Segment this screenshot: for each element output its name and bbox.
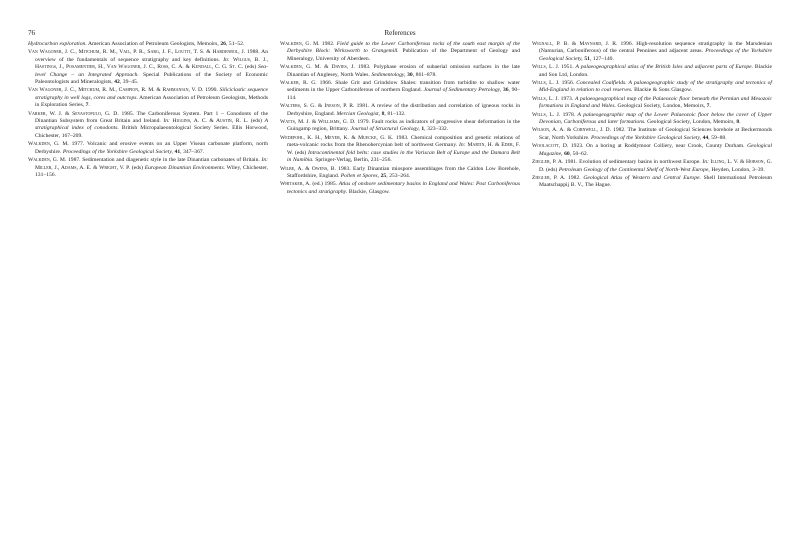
reference-entry: Woolacott, D. 1923. On a boring at Roddymoor Colliery, near Crook, County Durham. Geological Magazine, 60, 50–62. — [532, 143, 772, 157]
running-title: References — [384, 29, 416, 37]
reference-entry: Walkden, G. M. 1982. Field guide to the Lower Carboniferous rocks of the south east margin of the Derbyshire Block: Wirksworth to Grangemill. Publication of the Department of Geology and Mineralogy, University of Aberdeen. — [280, 41, 520, 62]
reference-entry: Wills, L. J. 1973. A palaeogeographical map of the Palaeozoic floor beneath the Permian and Mesozoic formations in England and Wales. Geological Society, London, Memoirs, 7. — [532, 95, 772, 110]
reference-entry: Walker, R. G. 1966. Shale Grit and Grindslow Shales: transition from turbidite to shallow water sediments in the Upper Carboniferous of northern England. Journal of Sedimentary Petrology, 36, 90–114. — [280, 80, 520, 101]
reference-entry: Walkden, G. M. 1977. Volcanic and erosive events on an Upper Visean carbonate platform, north Derbyshire. Proceedings of the Yorkshire Geological Society, 41, 347–367. — [28, 141, 268, 155]
page-header — [28, 27, 772, 39]
reference-entry: Whitaker, A. (ed.) 1985. Atlas of onshore sedimentary basins in England and Wales: Post Carboniferous tectonics and stratigraphy. Blackie, Glasgow. — [280, 181, 520, 195]
reference-entry: Hydrocarbon exploration. American Association of Petroleum Geologists, Memoirs, 26, 51–52. — [28, 41, 245, 47]
reference-entry: Wills, L. J. 1951. A palaeogeographical atlas of the British Isles and adjacent parts of Europe. Blackie and Son Ltd, London. — [532, 64, 772, 78]
reference-entry: Van Wagoner, J. C., Mitchum, R. M., Vail, P. R., Sarg, J. F., Loutit, T. S. & Hardenbol, J. 1988. An overview of the fundamentals of sequence stratigraphy and key definitions. In: Wilgus, B. J., Hastings, J., Posamentier, H., Van Wagoner, J. C., Ross, C. A. & Kendall, C. G. St. C. (eds) Sea-level Change – an Integrated Approach. Special Publications of the Society of Economic Paleontologists and Mineralogists, 42, 39–45. — [28, 49, 269, 86]
reference-column-2 — [280, 41, 520, 197]
reference-entry: Wilson, A. A. & Cornwell, J. D. 1982. The Institute of Geological Sciences borehole at Beckermonds Scar, North Yorkshire. Proceedings of the Yorkshire Geological Society, 44, 59–88. — [532, 127, 772, 141]
reference-column-3 — [532, 41, 772, 197]
reference-entry: Watts, M. J. & Williams, G. D. 1979. Fault rocks as indicators of progressive shear deformation in the Guingamp region, Brittany. Journal of Structural Geology, 1, 323–332. — [280, 119, 520, 133]
reference-entry: Walkden, G. M. 1987. Sedimentation and diagenetic style in the late Dinantian carbonates of Britain. In: Miller, J., Adams, A. E. & Wright, V. P. (eds) European Dinantian Environments. Wiley, Chichester, 131–156. — [28, 157, 268, 178]
reference-entry: Walkden, G. M. & Davies, J. 1983. Polyphase erosion of subaerial omission surfaces in the late Dinantian of Anglesey, North Wales. Sedimentology, 30, 861–878. — [280, 64, 520, 78]
page-number: 76 — [28, 29, 35, 37]
reference-entry: Walters, S. G. & Ineson, P. R. 1981. A review of the distribution and correlation of igneous rocks in Derbyshire, England. Mercian Geologist, 8, 81–132. — [280, 103, 520, 117]
reference-entry: Wilbe, A. & Owens, B. 1983. Early Dinantian miospore assemblages from the Caldon Low Borehole, Staffordshire, England. Pollen et Spores, 25, 253–264. — [280, 165, 521, 179]
reference-entry: Wills, L. J. 1978. A palaeogeographic map of the Lower Palaeozoic floor below the cover of Upper Devonian, Carboniferous and later formations. Geological Society, London, Memoirs, 8. — [532, 111, 772, 126]
reference-entry: Ziegler, P. A. 1982. Geological Atlas of Western and Central Europe. Shell International Petroleum Maatschappij B. V., The Hague. — [532, 174, 772, 189]
reference-column-1 — [28, 41, 268, 197]
reference-entry: Wignall, P. B. & Maynard, J. R. 1996. High-resolution sequence stratigraphy in the Marsdenian (Namurian, Carboniferous) of the central Pennines and adjacent areas. Proceedings of the Yorkshire Geological Society, 51, 127–140. — [532, 41, 773, 62]
reference-entry: Van Wagoner, J. C., Mitchum, R. M., Campion, R. M. & Rahmanian, V. D. 1990. Siliciclastic sequence stratigraphy in well logs, cores and outcrops. American Association of Petroleum Geologists, Methods in Exploration Series, 7. — [28, 87, 268, 109]
reference-entry: Ziegler, P. A. 1981. Evolution of sedimentary basins in northwest Europe. In: Illing, L. V. & Hobson, G. D. (eds) Petroleum Geology of the Continental Shelf of North-West Europe, Heyden, London, 3–39. — [532, 159, 773, 173]
reference-entry: Varker, W. J. & Sevastopulo, G. D. 1985. The Carboniferous System. Part 1 – Conodonts of the Dinantian Subsystem from Great Britain and Ireland. In: Higgins, A. C. & Austin, R. L. (eds) A stratigraphical index of conodonts. British Micropalaeontological Society Series. Ellis Horwood, Chichester, 167–209. — [28, 110, 268, 139]
reference-columns — [28, 41, 772, 197]
reference-entry: Wedepohl, K. H., Meyer, K. & Muecke, G. K. 1983. Chemical composition and genetic relations of meta-volcanic rocks from the Rhenohercynian belt of northwest Germany. In: Martin, H. & Eder, F. W. (eds) Intracontinental fold belts: case studies in the Variscan Belt of Europe and the Damara Belt in Namibia. Springer-Verlag, Berlin, 231–256. — [280, 134, 521, 164]
reference-entry: Wills, L. J. 1956. Concealed Coalfields. A palaeogeographic study of the stratigraphy and tectonics of Mid-England in relation to coal reserves. Blackie & Sons Glasgow. — [532, 80, 772, 94]
